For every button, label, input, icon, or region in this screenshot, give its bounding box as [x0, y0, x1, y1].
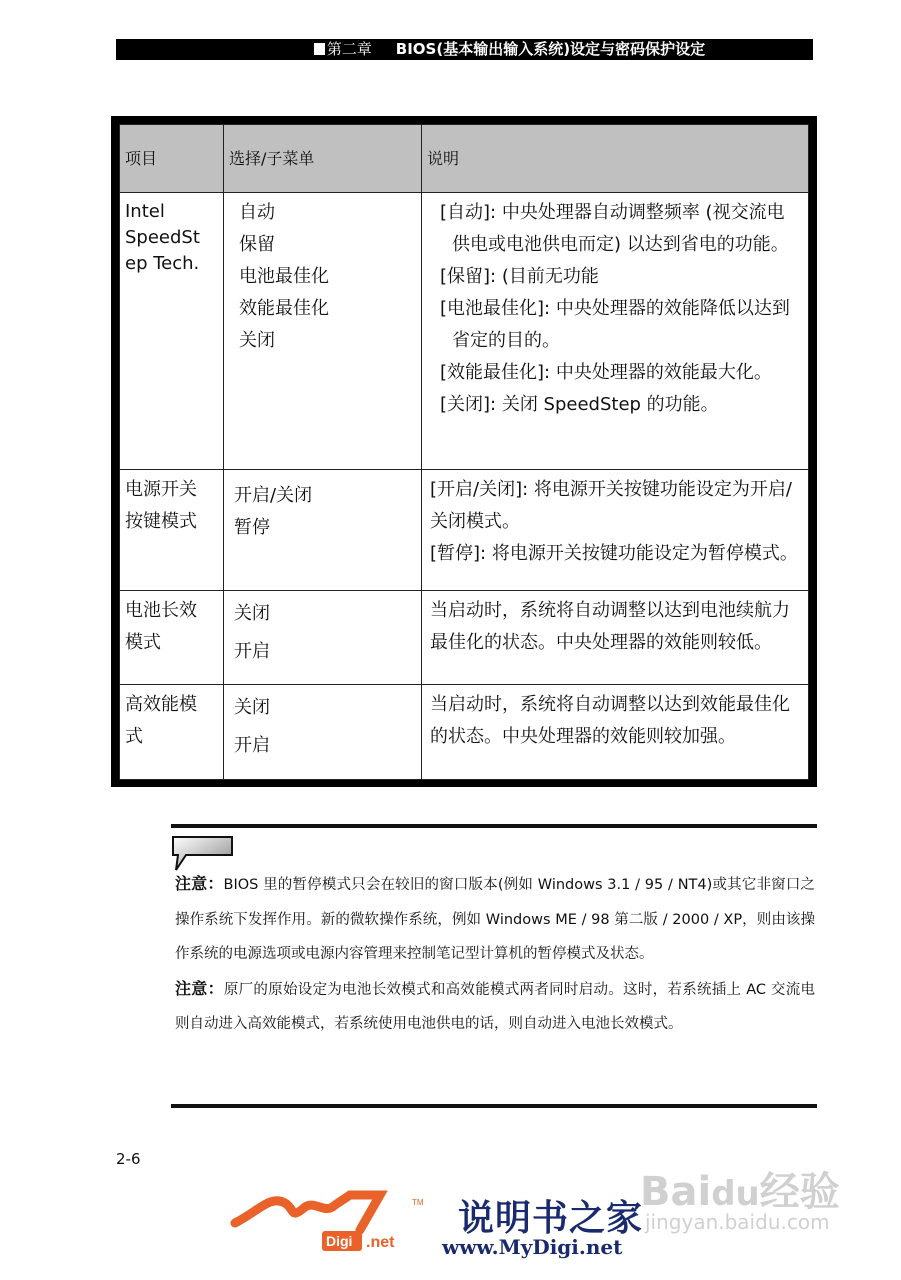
- item-line: 按键模式: [125, 511, 197, 532]
- option-item: 自动: [239, 202, 275, 223]
- footer-brand: 说明书之家: [458, 1198, 644, 1239]
- note-2: [175, 972, 815, 1042]
- bios-settings-table: [119, 124, 809, 780]
- option-item: 开启: [234, 735, 270, 756]
- description-paragraph: [保留]: (目前无功能: [440, 266, 599, 287]
- item-line: 模式: [125, 632, 161, 653]
- option-item: 关闭: [234, 697, 270, 718]
- chapter-header: [116, 39, 813, 60]
- item-line: 电源开关: [125, 479, 197, 500]
- option-item: 效能最佳化: [239, 298, 329, 319]
- description-cell: [422, 193, 809, 470]
- options-cell: [224, 193, 422, 470]
- option-item: 电池最佳化: [239, 266, 329, 287]
- chapter-label: 第二章: [326, 40, 372, 58]
- description-cell: [422, 591, 809, 685]
- svg-text:.net: .net: [366, 1234, 395, 1251]
- note-1: [175, 867, 815, 972]
- option-item: 开启/关闭: [234, 485, 313, 506]
- option-item: 关闭: [239, 330, 275, 351]
- page-number: 2-6: [116, 1150, 141, 1168]
- svg-text:TM: TM: [412, 1198, 424, 1207]
- item-cell: [120, 685, 224, 780]
- chapter-title: BIOS(基本输出输入系统)设定与密码保护设定: [395, 40, 706, 58]
- item-line: 高效能模: [125, 694, 197, 715]
- description-paragraph: 当启动时，系统将自动调整以达到电池续航力最佳化的状态。中央处理器的效能则较低。: [430, 600, 790, 653]
- options-cell: [224, 470, 422, 591]
- item-cell: [120, 591, 224, 685]
- col-header-item: 项目: [120, 125, 224, 193]
- item-line: ep Tech.: [125, 253, 200, 274]
- options-cell: [224, 685, 422, 780]
- description-paragraph: [关闭]: 关闭 SpeedStep 的功能。: [440, 394, 719, 415]
- description-paragraph: [电池最佳化]: 中央处理器的效能降低以达到省定的目的。: [440, 298, 790, 351]
- col-header-description: 说明: [422, 125, 809, 193]
- notes: [175, 867, 815, 1042]
- option-item: 暂停: [234, 517, 270, 538]
- options-cell: [224, 591, 422, 685]
- item-line: 式: [125, 726, 143, 747]
- note-text: 原厂的原始设定为电池长效模式和高效能模式两者同时启动。这时，若系统插上 AC 交流电则自动进入高效能模式，若系统使用电池供电的话，则自动进入电池长效模式。: [175, 981, 815, 1032]
- description-paragraph: [开启/关闭]: 将电源开关按键功能设定为开启/关闭模式。: [430, 479, 792, 532]
- table-row: [120, 193, 809, 470]
- footer-url: www.MyDigi.net: [442, 1235, 623, 1259]
- baidu-watermark: Baidu经验: [640, 1169, 840, 1215]
- description-paragraph: 当启动时，系统将自动调整以达到效能最佳化的状态。中央处理器的效能则较加强。: [430, 694, 790, 747]
- table-row: [120, 470, 809, 591]
- description-paragraph: [暂停]: 将电源开关按键功能设定为暂停模式。: [430, 543, 798, 564]
- description-cell: [422, 470, 809, 591]
- item-line: SpeedSt: [125, 227, 200, 248]
- item-line: 电池长效: [125, 600, 197, 621]
- table-row: [120, 591, 809, 685]
- option-item: 开启: [234, 641, 270, 662]
- mydigi-logo: [230, 1185, 430, 1255]
- note-top-rule: [171, 824, 817, 828]
- item-line: Intel: [125, 201, 165, 222]
- option-item: 保留: [239, 234, 275, 255]
- square-bullet-icon: [314, 43, 325, 55]
- note-label: 注意：: [175, 978, 224, 998]
- item-cell: [120, 470, 224, 591]
- description-paragraph: [自动]: 中央处理器自动调整频率 (视交流电供电或电池供电而定) 以达到省电的功能。: [440, 202, 789, 255]
- note-bottom-rule: [171, 1104, 817, 1108]
- table-header-row: [120, 125, 809, 193]
- item-cell: [120, 193, 224, 470]
- col-header-options: 选择/子菜单: [224, 125, 422, 193]
- note-label: 注意：: [175, 874, 224, 893]
- table-row: [120, 685, 809, 780]
- baidu-watermark-url: jingyan.baidu.com: [645, 1210, 830, 1234]
- svg-text:Digi: Digi: [326, 1233, 353, 1249]
- option-item: 关闭: [234, 603, 270, 624]
- description-paragraph: [效能最佳化]: 中央处理器的效能最大化。: [440, 362, 772, 383]
- note-text: BIOS 里的暂停模式只会在较旧的窗口版本(例如 Windows 3.1 / 95 / NT4)或其它非窗口之操作系统下发挥作用。新的微软操作系统，例如 Windows ME / 98 第二版 / 2000 / XP，则由该操作系统的电源选项或电源内容管理来控制笔记型计算机的暂停模式及状态。: [175, 877, 815, 962]
- description-cell: [422, 685, 809, 780]
